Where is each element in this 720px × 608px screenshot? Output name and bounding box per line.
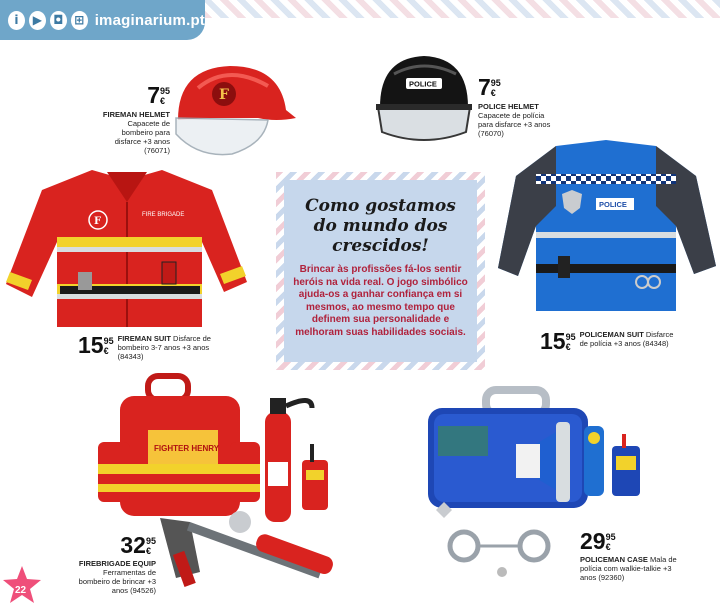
editorial-box [276, 172, 485, 370]
price-integer: 7 [147, 82, 160, 108]
price-cents: 95 [159, 86, 170, 96]
product-code: (76070) [478, 129, 504, 138]
site-link[interactable]: imaginarium.pt [94, 11, 205, 29]
svg-text:F: F [219, 87, 229, 103]
currency: € [103, 346, 109, 356]
price-integer: 29 [580, 528, 606, 554]
price-integer: 7 [478, 74, 491, 100]
product-fireman-suit-info [78, 334, 248, 361]
price [100, 84, 170, 107]
fireman-helmet-image [168, 58, 300, 158]
product-code: (76071) [144, 146, 170, 155]
policeman-suit-image [496, 136, 718, 336]
product-firebrigade-equip-info [76, 534, 156, 595]
price-cents: 95 [605, 532, 616, 542]
price-integer: 15 [540, 328, 566, 354]
product-desc: Disfarce de polícia +3 anos [579, 330, 674, 348]
product-desc: Mala de polícia com walkie-talkie +3 anos [580, 555, 677, 582]
price-integer: 32 [120, 532, 146, 558]
price-cents: 95 [565, 332, 576, 342]
price [478, 76, 556, 99]
price [76, 534, 156, 557]
suit-patch-text: FIRE BRIGADE [142, 212, 185, 218]
product-fireman-helmet-info [100, 84, 170, 155]
product-code: (84343) [117, 352, 144, 361]
price [78, 334, 114, 357]
editorial-text: Brincar às profissões fá-los sentir heróis na vida real. O jogo simbólico ajuda-os a ganhar confiança em si mesmos, ao mesmo tempo que definem sua personalidade e melhoram suas habilidades sociais. [293, 264, 468, 338]
header-bar [0, 0, 205, 40]
helmet-badge-text: POLICE [409, 79, 437, 89]
product-name: FIREMAN HELMET [102, 110, 170, 119]
currency: € [605, 542, 611, 552]
product-name: POLICEMAN SUIT [579, 330, 644, 339]
page-number: 22 [15, 585, 27, 596]
suit-badge-text: POLICE [599, 200, 627, 209]
info-icon[interactable]: i [8, 11, 25, 30]
product-code: (84348) [642, 339, 669, 348]
camera-icon[interactable]: ◘ [50, 11, 67, 30]
price-cents: 95 [103, 336, 114, 346]
editorial-title: Como gostamos do mundo dos crescidos! [305, 196, 456, 256]
product-code: (92360) [598, 573, 625, 582]
product-code: (94526) [130, 586, 156, 595]
product-policeman-case-info [580, 530, 680, 582]
currency: € [159, 96, 165, 106]
product-desc: Capacete de polícia para disfarce +3 anos [478, 111, 551, 129]
currency: € [565, 342, 571, 352]
police-helmet-image [374, 52, 474, 147]
editorial-box-inner [284, 180, 477, 362]
price-integer: 15 [78, 332, 104, 358]
svg-text:F: F [94, 216, 102, 227]
play-icon[interactable]: ▶ [29, 11, 46, 30]
price [540, 330, 576, 353]
product-desc: Capacete de bombeiro para disfarce +3 anos [114, 119, 170, 146]
price-cents: 95 [145, 536, 156, 546]
backpack-logo-text: FIGHTER HENRY [154, 444, 220, 453]
currency: € [490, 88, 496, 98]
currency: € [145, 546, 151, 556]
product-name: FIREMAN SUIT [117, 334, 171, 343]
fireman-suit-image [2, 162, 252, 332]
product-police-helmet-info [478, 76, 556, 138]
cart-icon[interactable]: ⊞ [71, 11, 88, 30]
product-policeman-suit-info [540, 330, 715, 353]
price-cents: 95 [490, 78, 501, 88]
page-number-badge [0, 564, 44, 608]
product-name: FIREBRIGADE EQUIP [78, 559, 156, 568]
product-desc: Disfarce de bombeiro 3-7 anos +3 anos [117, 334, 211, 352]
product-name: POLICEMAN CASE [580, 555, 648, 564]
product-desc: Ferramentas de bombeiro de brincar +3 anos [78, 568, 156, 595]
product-name: POLICE HELMET [478, 102, 539, 111]
price [580, 530, 680, 553]
